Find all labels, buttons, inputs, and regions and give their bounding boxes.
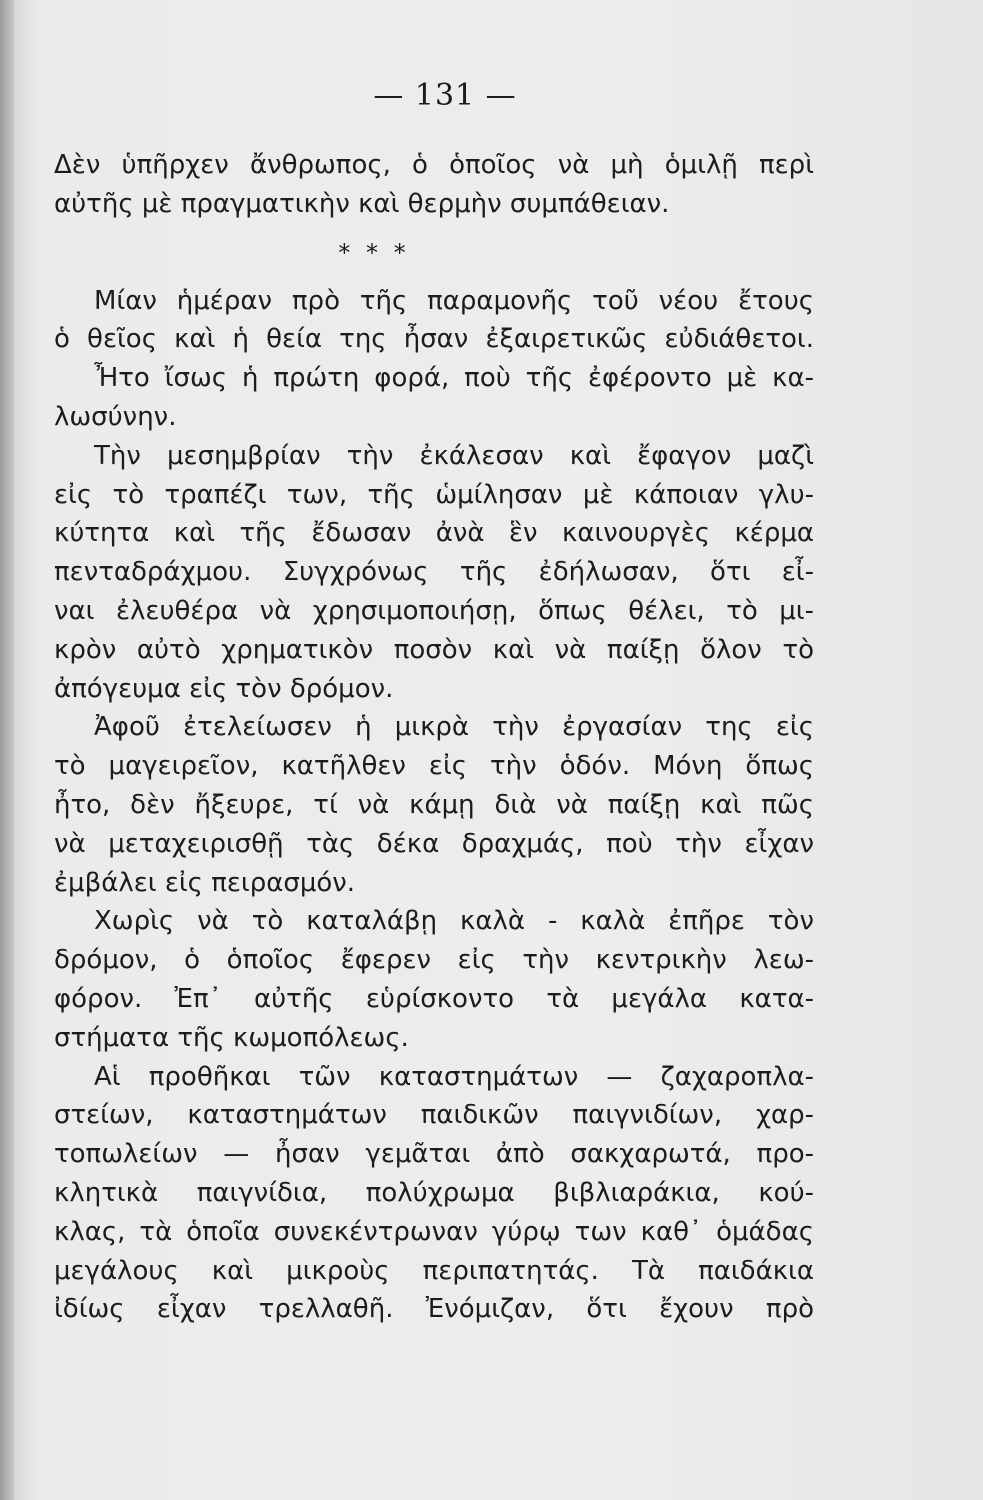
text-line: Ἦτο ἴσως ἡ πρώτη φορά, ποὺ τῆς ἐφέροντο μὲ κα- <box>94 363 814 394</box>
text-line: ἀπόγευμα εἰς τὸν δρόμον. <box>54 673 394 704</box>
text-line: Αἱ προθῆκαι τῶν καταστημάτων — ζαχαροπλα- <box>94 1061 814 1092</box>
page-number: — 131 — <box>373 78 517 113</box>
text-line: Δὲν ὑπῆρχεν ἄνθρωπος, ὁ ὁποῖος νὰ μὴ ὁμιλῇ περὶ <box>54 150 814 180</box>
text-line: φόρον. Ἐπ᾽ αὐτῆς εὑρίσκοντο τὰ μεγάλα κατα- <box>54 983 814 1014</box>
text-line: στείων, καταστημάτων παιδικῶν παιγνιδίων, χαρ- <box>54 1100 814 1131</box>
section-separator: * * * <box>338 238 410 267</box>
text-line: ἰδίως εἶχαν τρελλαθῆ. Ἐνόμιζαν, ὅτι ἔχουν πρὸ <box>54 1294 814 1325</box>
text-line: κύτητα καὶ τῆς ἔδωσαν ἀνὰ ἓν καινουργὲς κέρμα <box>54 518 814 549</box>
text-line: αὐτῆς μὲ πραγματικὴν καὶ θερμὴν συμπάθειαν. <box>54 188 670 219</box>
text-line: ἦτο, δὲν ἤξευρε, τί νὰ κάμῃ διὰ νὰ παίξῃ καὶ πῶς <box>54 789 814 820</box>
text-line: στήματα τῆς κωμοπόλεως. <box>54 1022 409 1053</box>
text-line: κλητικὰ παιγνίδια, πολύχρωμα βιβλιαράκια, κού- <box>54 1177 814 1208</box>
text-line: νὰ μεταχειρισθῇ τὰς δέκα δραχμάς, ποὺ τὴν εἶχαν <box>54 828 814 859</box>
text-line: Τὴν μεσημβρίαν τὴν ἐκάλεσαν καὶ ἔφαγον μαζὶ <box>94 440 814 471</box>
text-line: Μίαν ἡμέραν πρὸ τῆς παραμονῆς τοῦ νέου ἔτους <box>94 285 814 316</box>
text-line: ἐμβάλει εἰς πειρασμόν. <box>54 867 356 898</box>
text-line: δρόμον, ὁ ὁποῖος ἔφερεν εἰς τὴν κεντρικὴν λεω- <box>54 945 814 976</box>
text-line: εἰς τὸ τραπέζι των, τῆς ὡμίλησαν μὲ κάποιαν γλυ- <box>54 479 814 510</box>
body-text <box>54 146 814 1329</box>
text-line: τοπωλείων — ἦσαν γεμᾶται ἀπὸ σακχαρωτά, προ- <box>54 1139 814 1170</box>
text-line: κλας, τὰ ὁποῖα συνεκέντρωναν γύρῳ των καθ᾽ ὁμάδας <box>54 1216 814 1247</box>
text-line: κρὸν αὐτὸ χρηματικὸν ποσὸν καὶ νὰ παίξῃ ὅλον τὸ <box>54 634 814 665</box>
text-line: ὁ θεῖος καὶ ἡ θεία της ἦσαν ἐξαιρετικῶς εὐδιάθετοι. <box>54 324 814 355</box>
text-line: ναι ἐλευθέρα νὰ χρησιμοποιήσῃ, ὅπως θέλει, τὸ μι- <box>54 595 814 626</box>
text-line: τὸ μαγειρεῖον, κατῆλθεν εἰς τὴν ὁδόν. Μόνη ὅπως <box>54 751 814 782</box>
text-line: μεγάλους καὶ μικροὺς περιπατητάς. Τὰ παιδάκια <box>54 1255 814 1286</box>
text-line: πενταδράχμου. Συγχρόνως τῆς ἐδήλωσαν, ὅτι εἶ- <box>54 557 814 588</box>
text-line: λωσύνην. <box>54 401 177 432</box>
text-line: Ἀφοῦ ἐτελείωσεν ἡ μικρὰ τὴν ἐργασίαν της εἰς <box>94 712 814 743</box>
text-line: Χωρὶς νὰ τὸ καταλάβῃ καλὰ - καλὰ ἐπῆρε τὸν <box>94 906 814 937</box>
page-binding-edge <box>0 0 14 1500</box>
